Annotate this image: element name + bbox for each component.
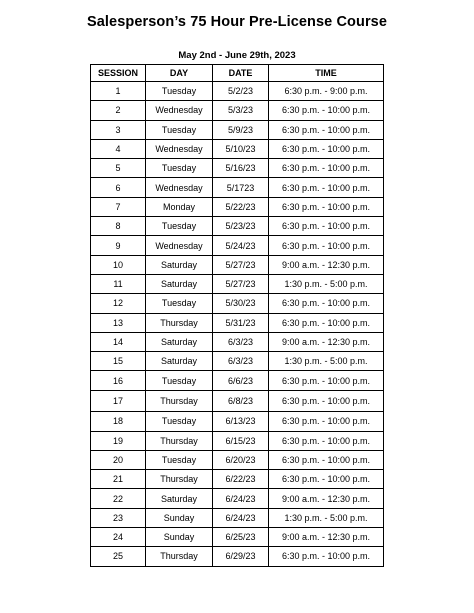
date-cell: 5/23/23 [213,217,269,236]
session-number-cell: 1 [91,82,146,101]
session-number-cell: 15 [91,352,146,371]
time-cell: 9:00 a.m. - 12:30 p.m. [269,332,384,351]
session-number-cell: 14 [91,332,146,351]
table-row [91,390,384,412]
table-row [91,528,384,547]
time-cell: 6:30 p.m. - 10:00 p.m. [269,159,384,178]
date-range-subtitle: May 2nd - June 29th, 2023 [178,50,296,61]
time-cell: 6:30 p.m. - 9:00 p.m. [269,82,384,101]
time-cell: 6:30 p.m. - 10:00 p.m. [269,120,384,139]
date-cell: 5/24/23 [213,236,269,255]
session-number-cell: 17 [91,390,146,412]
time-cell: 6:30 p.m. - 10:00 p.m. [269,450,384,469]
table-row [91,101,384,120]
table-row [91,236,384,255]
time-cell: 6:30 p.m. - 10:00 p.m. [269,217,384,236]
session-number-cell: 25 [91,547,146,566]
day-cell: Wednesday [146,139,213,158]
day-cell: Tuesday [146,412,213,431]
session-number-cell: 23 [91,508,146,527]
table-row [91,313,384,332]
session-number-cell: 21 [91,470,146,489]
session-number-cell: 8 [91,217,146,236]
day-cell: Saturday [146,255,213,274]
date-cell: 5/30/23 [213,294,269,313]
time-cell: 9:00 a.m. - 12:30 p.m. [269,489,384,508]
table-row [91,120,384,139]
time-cell: 6:30 p.m. - 10:00 p.m. [269,101,384,120]
time-cell: 6:30 p.m. - 10:00 p.m. [269,139,384,158]
session-number-cell: 24 [91,528,146,547]
table-header-row [91,65,384,82]
day-cell: Tuesday [146,159,213,178]
day-cell: Tuesday [146,217,213,236]
date-cell: 6/13/23 [213,412,269,431]
date-cell: 5/31/23 [213,313,269,332]
date-cell: 6/3/23 [213,332,269,351]
date-cell: 5/9/23 [213,120,269,139]
table-row [91,178,384,197]
date-cell: 5/22/23 [213,197,269,216]
time-cell: 6:30 p.m. - 10:00 p.m. [269,313,384,332]
header-session: SESSION [91,65,146,82]
table-row [91,412,384,431]
time-cell: 6:30 p.m. - 10:00 p.m. [269,412,384,431]
day-cell: Saturday [146,274,213,293]
session-number-cell: 11 [91,274,146,293]
session-number-cell: 18 [91,412,146,431]
day-cell: Thursday [146,313,213,332]
date-cell: 6/3/23 [213,352,269,371]
time-cell: 6:30 p.m. - 10:00 p.m. [269,197,384,216]
table-row [91,371,384,390]
session-number-cell: 13 [91,313,146,332]
day-cell: Sunday [146,528,213,547]
day-cell: Thursday [146,470,213,489]
table-row [91,489,384,508]
date-cell: 5/16/23 [213,159,269,178]
day-cell: Thursday [146,431,213,450]
table-row [91,470,384,489]
table-row [91,159,384,178]
date-cell: 6/24/23 [213,508,269,527]
day-cell: Tuesday [146,82,213,101]
day-cell: Saturday [146,489,213,508]
table-row [91,352,384,371]
table-row [91,82,384,101]
date-cell: 6/8/23 [213,390,269,412]
day-cell: Saturday [146,332,213,351]
day-cell: Wednesday [146,236,213,255]
time-cell: 6:30 p.m. - 10:00 p.m. [269,470,384,489]
table-row [91,274,384,293]
table-row [91,197,384,216]
session-number-cell: 22 [91,489,146,508]
session-number-cell: 5 [91,159,146,178]
session-number-cell: 20 [91,450,146,469]
course-schedule-table [90,64,384,567]
session-number-cell: 3 [91,120,146,139]
day-cell: Monday [146,197,213,216]
session-number-cell: 19 [91,431,146,450]
date-cell: 5/1723 [213,178,269,197]
table-row [91,139,384,158]
time-cell: 1:30 p.m. - 5:00 p.m. [269,352,384,371]
time-cell: 6:30 p.m. - 10:00 p.m. [269,294,384,313]
session-number-cell: 2 [91,101,146,120]
table-row [91,450,384,469]
table-row [91,431,384,450]
table-row [91,547,384,566]
time-cell: 9:00 a.m. - 12:30 p.m. [269,528,384,547]
date-cell: 6/25/23 [213,528,269,547]
day-cell: Sunday [146,508,213,527]
date-cell: 5/27/23 [213,274,269,293]
day-cell: Tuesday [146,294,213,313]
date-cell: 5/10/23 [213,139,269,158]
table-row [91,332,384,351]
day-cell: Wednesday [146,101,213,120]
table-row [91,294,384,313]
date-cell: 5/27/23 [213,255,269,274]
table-row [91,255,384,274]
session-number-cell: 10 [91,255,146,274]
date-cell: 6/20/23 [213,450,269,469]
day-cell: Tuesday [146,450,213,469]
day-cell: Tuesday [146,371,213,390]
day-cell: Thursday [146,547,213,566]
date-cell: 5/2/23 [213,82,269,101]
table-row [91,217,384,236]
date-cell: 6/15/23 [213,431,269,450]
time-cell: 1:30 p.m. - 5:00 p.m. [269,508,384,527]
session-number-cell: 4 [91,139,146,158]
day-cell: Saturday [146,352,213,371]
session-number-cell: 12 [91,294,146,313]
header-date: DATE [213,65,269,82]
time-cell: 6:30 p.m. - 10:00 p.m. [269,236,384,255]
time-cell: 9:00 a.m. - 12:30 p.m. [269,255,384,274]
date-cell: 6/24/23 [213,489,269,508]
date-cell: 6/29/23 [213,547,269,566]
time-cell: 6:30 p.m. - 10:00 p.m. [269,371,384,390]
session-number-cell: 6 [91,178,146,197]
time-cell: 6:30 p.m. - 10:00 p.m. [269,178,384,197]
date-cell: 5/3/23 [213,101,269,120]
session-number-cell: 7 [91,197,146,216]
time-cell: 6:30 p.m. - 10:00 p.m. [269,390,384,412]
table-row [91,508,384,527]
session-number-cell: 16 [91,371,146,390]
day-cell: Tuesday [146,120,213,139]
day-cell: Thursday [146,390,213,412]
date-cell: 6/6/23 [213,371,269,390]
table-body [91,82,384,567]
time-cell: 6:30 p.m. - 10:00 p.m. [269,547,384,566]
date-cell: 6/22/23 [213,470,269,489]
session-number-cell: 9 [91,236,146,255]
document-title: Salesperson’s 75 Hour Pre-License Course [86,14,388,30]
time-cell: 6:30 p.m. - 10:00 p.m. [269,431,384,450]
header-day: DAY [146,65,213,82]
time-cell: 1:30 p.m. - 5:00 p.m. [269,274,384,293]
header-time: TIME [269,65,384,82]
day-cell: Wednesday [146,178,213,197]
